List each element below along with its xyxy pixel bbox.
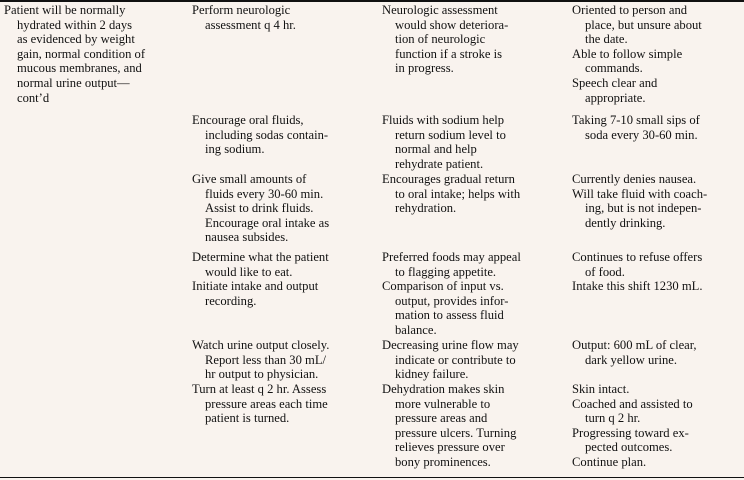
goal-cell [4, 3, 184, 105]
intervention-cell [192, 279, 372, 308]
table-bottom-rule [0, 477, 744, 478]
evaluation-cell [572, 250, 744, 279]
rationale-text: Neurologic assessment would show deteriora- tion of neurologic function if a stroke is in progress. [382, 3, 509, 76]
rationale-cell [382, 382, 564, 470]
evaluation-text: Will take fluid with coach- ing, but is not indepen- dently drinking. [572, 186, 708, 230]
evaluation-text: Coached and assisted to turn q 2 hr. [572, 396, 693, 426]
intervention-text: Give small amounts of fluids every 30-60 min. Assist to drink fluids. Encourage oral intake as nausea subsides. [192, 172, 330, 245]
evaluation-text: Currently denies nausea. [572, 172, 697, 186]
rationale-cell [382, 172, 564, 216]
rationale-cell [382, 3, 564, 76]
evaluation-text: Output: 600 mL of clear, dark yellow urine. [572, 338, 697, 367]
evaluation-cell [572, 382, 744, 470]
rationale-text: Decreasing urine flow may indicate or contribute to kidney failure. [382, 338, 519, 382]
evaluation-cell [572, 113, 744, 142]
evaluation-text: Intake this shift 1230 mL. [572, 279, 703, 293]
evaluation-text: Oriented to person and place, but unsure about the date. [572, 3, 702, 47]
intervention-cell [192, 338, 372, 382]
rationale-cell [382, 279, 564, 337]
evaluation-cell [572, 172, 744, 230]
intervention-cell [192, 172, 372, 245]
evaluation-cell [572, 338, 744, 367]
intervention-cell [192, 382, 372, 426]
rationale-cell [382, 113, 564, 171]
evaluation-text: Progressing toward ex- pected outcomes. [572, 425, 689, 455]
evaluation-cell [572, 279, 744, 294]
intervention-cell [192, 3, 372, 32]
intervention-text: Perform neurologic assessment q 4 hr. [192, 3, 296, 32]
evaluation-text: Continue plan. [572, 454, 647, 469]
intervention-cell [192, 113, 372, 157]
evaluation-text: Taking 7-10 small sips of soda every 30-60 min. [572, 113, 700, 142]
rationale-text: Dehydration makes skin more vulnerable to pressure areas and pressure ulcers. Turning relieves pressure over bony prominences. [382, 382, 517, 469]
intervention-text: Encourage oral fluids, including sodas contain- ing sodium. [192, 113, 329, 157]
rationale-cell [382, 338, 564, 382]
intervention-text: Determine what the patient would like to eat. [192, 250, 329, 279]
intervention-text: Turn at least q 2 hr. Assess pressure areas each time patient is turned. [192, 382, 328, 426]
evaluation-text: Able to follow simple commands. [572, 46, 683, 76]
rationale-text: Fluids with sodium help return sodium level to normal and help rehydrate patient. [382, 113, 506, 171]
table-top-rule [0, 0, 744, 2]
intervention-text: Watch urine output closely. Report less than 30 mL/ hr output to physician. [192, 338, 330, 382]
intervention-cell [192, 250, 372, 279]
rationale-cell [382, 250, 564, 279]
evaluation-text: Continues to refuse offers of food. [572, 250, 703, 279]
rationale-text: Encourages gradual return to oral intake; helps with rehydration. [382, 172, 521, 216]
rationale-text: Comparison of input vs. output, provides infor- mation to assess fluid balance. [382, 279, 509, 337]
goal-text: Patient will be normally hydrated within 2 days as evidenced by weight gain, normal condition of mucous membranes, and normal urine output— cont’d [4, 3, 146, 105]
intervention-text: Initiate intake and output recording. [192, 279, 319, 308]
evaluation-cell [572, 3, 744, 105]
rationale-text: Preferred foods may appeal to flagging appetite. [382, 250, 521, 279]
evaluation-text: Skin intact. [572, 382, 630, 396]
evaluation-text: Speech clear and appropriate. [572, 75, 658, 105]
